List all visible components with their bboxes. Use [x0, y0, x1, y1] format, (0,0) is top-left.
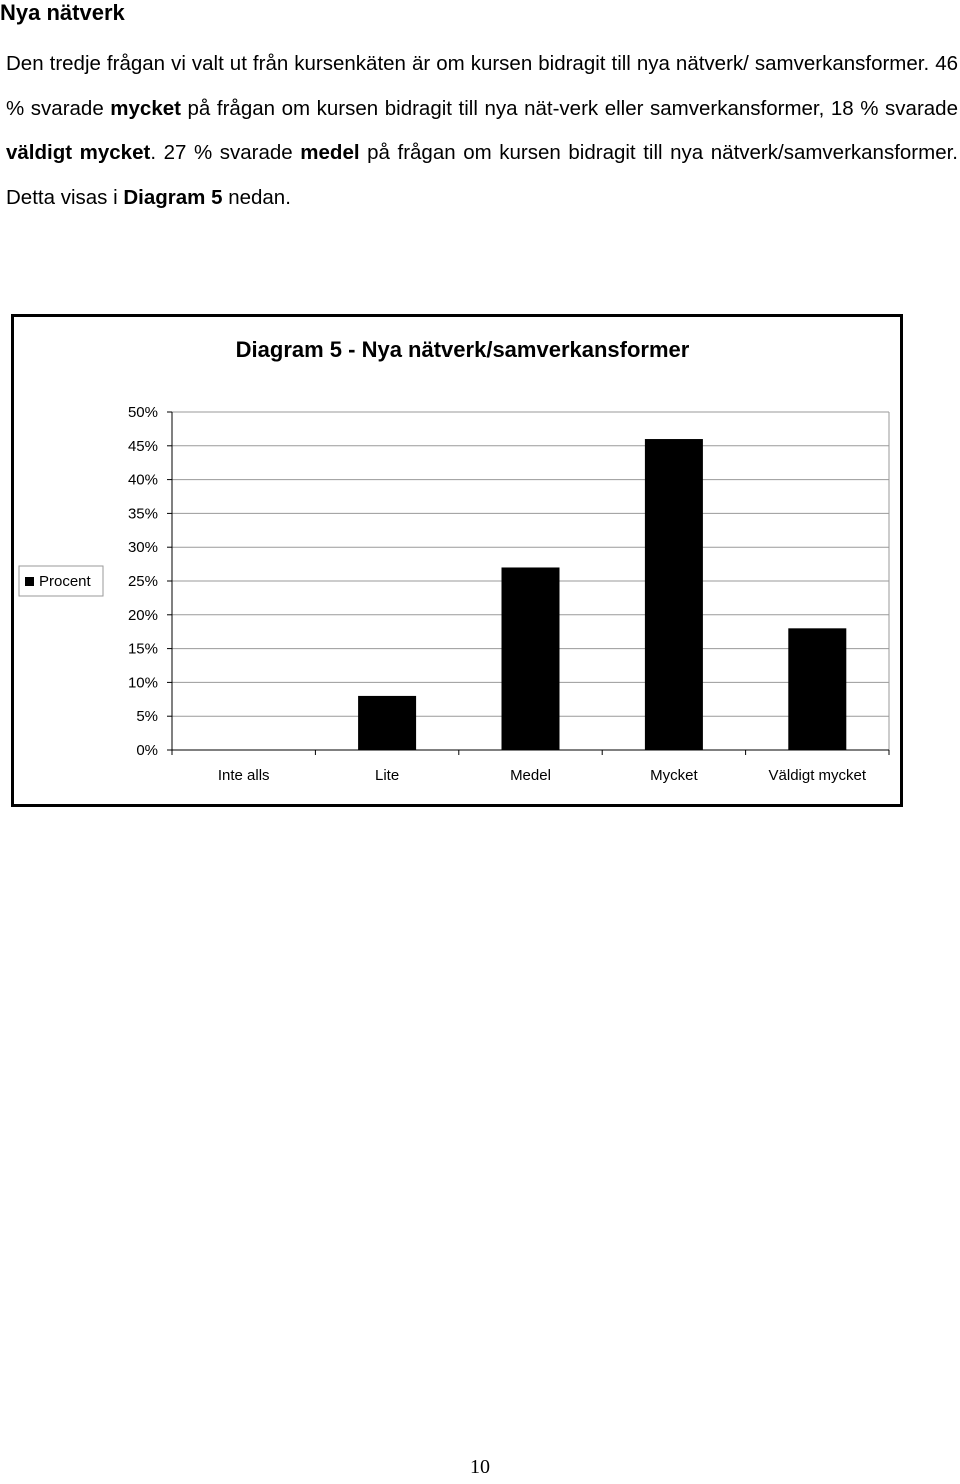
emphasis-text: Diagram 5 [123, 185, 223, 209]
y-tick-label: 0% [136, 742, 158, 759]
chart-title: Diagram 5 - Nya nätverk/samverkansformer [235, 337, 690, 362]
y-tick-label: 20% [127, 606, 158, 624]
legend-label: Procent [39, 573, 91, 590]
emphasis-text: väldigt mycket [6, 141, 151, 164]
body-text: Den tredje frågan vi valt ut från kursenkäten är om kursen bidragit till nya nätverk/ samverkansformer. 46 % svarade [6, 52, 958, 120]
emphasis-text: mycket [110, 96, 181, 120]
body-text: på frågan om kursen bidragit till nya nätverk/samverkansformer. Detta visas i [6, 141, 958, 209]
emphasis-text: medel [300, 141, 360, 164]
bar [645, 439, 703, 750]
body-text: nedan. [222, 185, 291, 209]
chart-frame [11, 314, 903, 807]
legend-swatch [25, 577, 34, 586]
x-tick-label: Väldigt mycket [768, 767, 867, 784]
x-tick-label: Inte alls [217, 767, 270, 784]
y-tick-label: 40% [127, 471, 158, 489]
y-tick-label: 30% [127, 539, 158, 557]
page-number: 10 [470, 1456, 490, 1478]
section-heading: Nya nätverk [0, 0, 125, 25]
bar-chart [14, 317, 900, 804]
y-tick-label: 10% [127, 674, 158, 692]
y-tick-label: 35% [127, 505, 158, 523]
bar [358, 696, 416, 750]
y-tick-label: 45% [127, 437, 158, 455]
bar [502, 567, 560, 750]
body-text: . 27 % svarade [150, 141, 301, 164]
x-tick-label: Lite [375, 767, 400, 784]
y-tick-label: 5% [136, 708, 158, 726]
x-tick-label: Mycket [650, 767, 698, 784]
body-text: på frågan om kursen bidragit till nya nät-verk eller samverkansformer, 18 % svarade [180, 96, 958, 120]
x-tick-label: Medel [510, 767, 551, 784]
y-tick-label: 25% [127, 573, 158, 590]
bar [788, 628, 846, 750]
body-paragraph [6, 42, 958, 220]
y-tick-label: 50% [127, 404, 158, 421]
y-tick-label: 15% [127, 640, 158, 658]
